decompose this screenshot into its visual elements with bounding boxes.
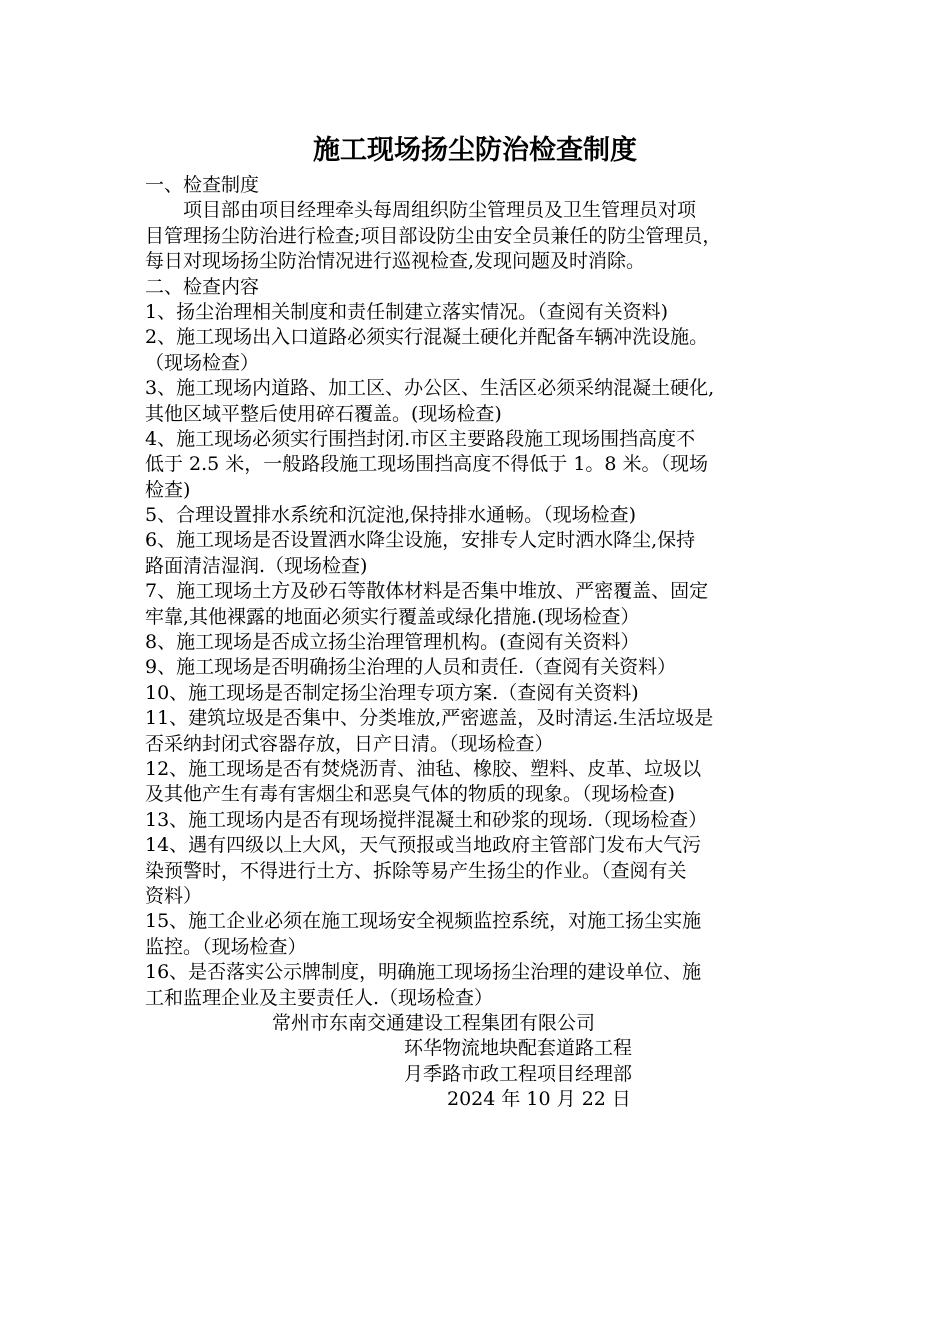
text-line: 月季路市政工程项目经理部 (404, 1062, 633, 1085)
text-line: 其他区域平整后使用碎石覆盖。(现场检查) (145, 402, 502, 425)
text-line: 16、是否落实公示牌制度，明确施工现场扬尘治理的建设单位、施 (145, 961, 702, 984)
text-line: 2024 年 10 月 22 日 (447, 1088, 631, 1111)
text-line: 检查) (145, 478, 191, 501)
text-line: 10、施工现场是否制定扬尘治理专项方案.（查阅有关资料) (145, 681, 639, 704)
text-line: 5、合理设置排水系统和沉淀池,保持排水通畅。（现场检查) (145, 504, 637, 527)
text-line: 11、建筑垃圾是否集中、分类堆放,严密遮盖，及时清运.生活垃圾是 (145, 707, 714, 730)
text-line: 牢靠,其他裸露的地面必须实行覆盖或绿化措施.(现场检查） (145, 605, 640, 628)
text-line: 9、施工现场是否明确扬尘治理的人员和责任.（查阅有关资料） (145, 656, 677, 679)
text-line: 4、施工现场必须实行围挡封闭.市区主要路段施工现场围挡高度不 (145, 427, 696, 450)
text-line: 14、遇有四级以上大风，天气预报或当地政府主管部门发布大气污 (145, 834, 702, 857)
text-line: 一、检查制度 (145, 174, 260, 196)
text-line: 2、施工现场出入口道路必须实行混凝土硬化并配备车辆冲洗设施。 (145, 326, 709, 349)
text-line: （现场检查） (145, 351, 260, 374)
document-body (145, 173, 815, 1112)
text-line: 1、扬尘治理相关制度和责任制建立落实情况。（查阅有关资料) (145, 300, 669, 323)
text-line: 项目部由项目经理牵头每周组织防尘管理员及卫生管理员对项 (183, 199, 697, 222)
text-line: 6、施工现场是否设置洒水降尘设施，安排专人定时洒水降尘,保持 (145, 529, 696, 552)
text-line: 13、施工现场内是否有现场搅拌混凝土和砂浆的现场.（现场检查） (145, 808, 708, 831)
text-line: 低于 2.5 米，一般路段施工现场围挡高度不得低于 1。8 米。（现场 (145, 453, 709, 476)
text-line: 资料） (145, 884, 203, 907)
text-line: 路面清洁湿润.（现场检查) (145, 554, 368, 577)
text-line: 8、施工现场是否成立扬尘治理管理机构。(查阅有关资料） (145, 631, 640, 654)
text-line: 目管理扬尘防治进行检查;项目部设防尘由安全员兼任的防尘管理员， (145, 224, 722, 247)
text-line: 3、施工现场内道路、加工区、办公区、生活区必须采纳混凝土硬化, (145, 377, 715, 400)
text-line: 每日对现场扬尘防治情况进行巡视检查,发现问题及时消除。 (145, 250, 646, 273)
text-line: 环华物流地块配套道路工程 (404, 1037, 633, 1060)
text-line: 15、施工企业必须在施工现场安全视频监控系统，对施工扬尘实施 (145, 910, 702, 933)
text-line: 监控。（现场检查） (145, 935, 307, 958)
text-line: 12、施工现场是否有焚烧沥青、油毡、橡胶、塑料、皮革、垃圾以 (145, 757, 702, 780)
text-line: 7、施工现场土方及砂石等散体材料是否集中堆放、严密覆盖、固定 (145, 580, 709, 603)
text-line: 常州市东南交通建设工程集团有限公司 (272, 1011, 596, 1034)
text-line: 否采纳封闭式容器存放，日产日清。（现场检查） (145, 732, 554, 755)
text-line: 二、检查内容 (145, 275, 260, 298)
document-title: 施工现场扬尘防治检查制度 (313, 135, 637, 166)
text-line: 工和监理企业及主要责任人.（现场检查） (145, 986, 494, 1009)
text-line: 染预警时，不得进行土方、拆除等易产生扬尘的作业。（查阅有关 (145, 859, 687, 882)
text-line: 及其他产生有毒有害烟尘和恶臭气体的物质的现象。（现场检查) (145, 783, 675, 806)
